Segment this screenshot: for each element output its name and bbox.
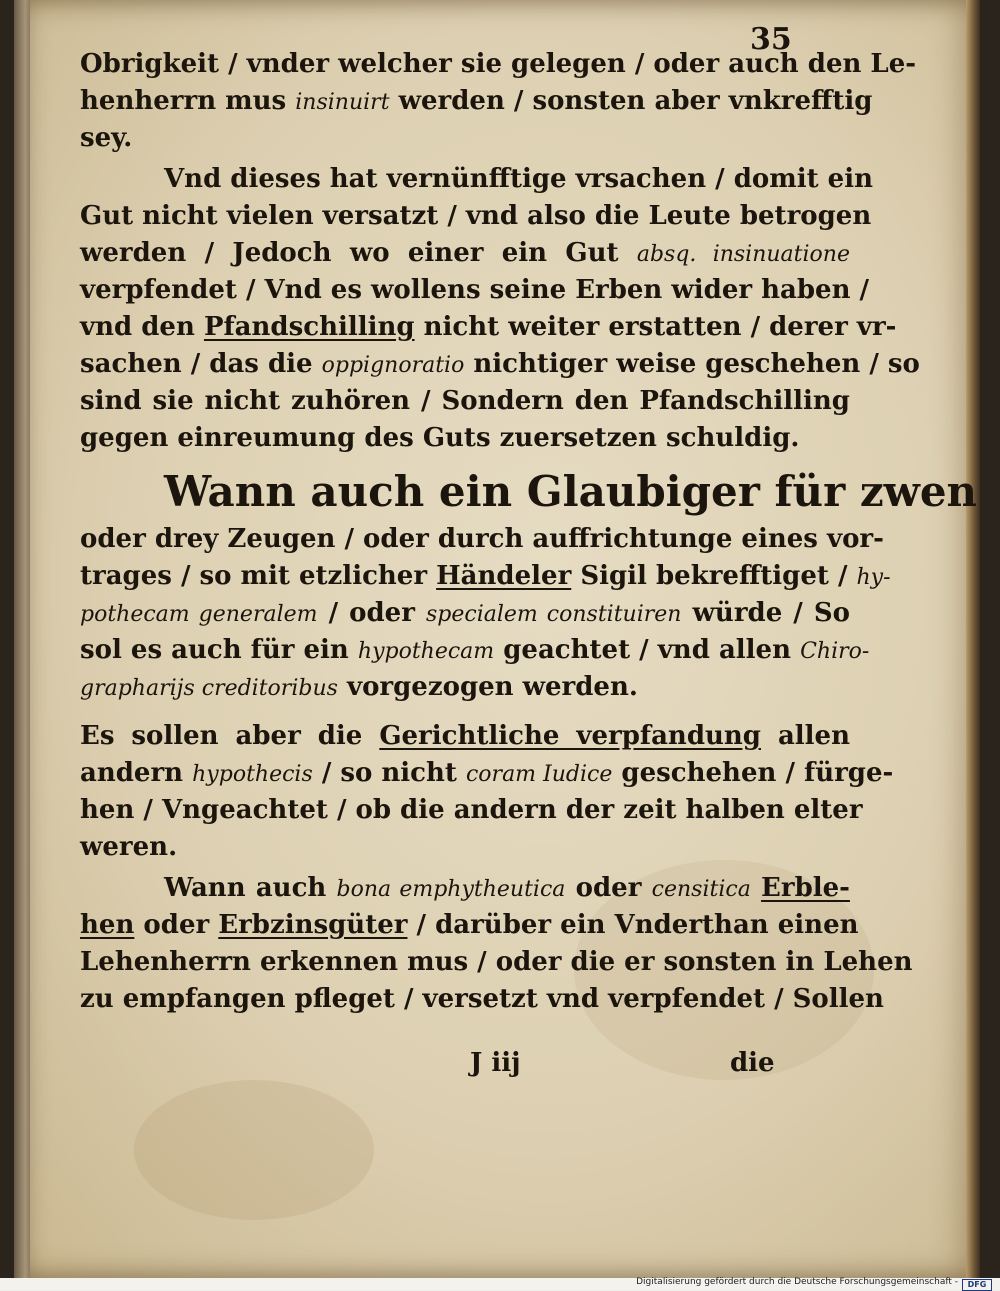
text-line: hen oder Erbzinsgüter / darüber ein Vnderthan einen — [80, 910, 859, 940]
text-line: werden / Jedoch wo einer ein Gut absq. insinuatione — [80, 238, 850, 268]
text-line: Wann auch bona emphytheutica oder censitica Erble- — [164, 873, 850, 903]
text-line: graphariјs creditoribus vorgezogen werden. — [80, 672, 638, 702]
text-line: sey. — [80, 123, 133, 153]
text-line: zu empfangen pfleget / versetzt vnd verpfendet / Sollen — [80, 984, 884, 1014]
text-line: sachen / das die oppignoratio nichtiger weise geschehen / so — [80, 349, 920, 379]
text-line: Vnd dieses hat vernünfftige vrsachen / domit ein — [164, 164, 874, 194]
text-line: oder drey Zeugen / oder durch auffrichtunge eines vor- — [80, 524, 884, 554]
initial-heading-line: Wann auch ein Glaubiger für zwen — [164, 467, 978, 516]
text-line: hen / Vngeachtet / ob die andern der zeit halben elter — [80, 795, 863, 825]
text-line: trages / so mit etzlicher Händeler Sigil bekrefftiget / hy- — [80, 561, 891, 591]
text-line: Es sollen aber die Gerichtliche verpfandung allen — [80, 721, 850, 751]
text-line: andern hypothecis / so nicht coram Iudice geschehen / fürge- — [80, 758, 894, 788]
text-line: Obrigkeit / vnder welcher sie gelegen / oder auch den Le- — [80, 49, 917, 79]
text-line: pothecam generalem / oder specialem constituiren würde / So — [80, 598, 850, 628]
dfg-logo: DFG — [962, 1279, 992, 1291]
text-line: sind sie nicht zuhören / Sondern den Pfandschilling — [80, 386, 850, 416]
text-line: verpfendet / Vnd es wollens seine Erben wider haben / — [80, 275, 870, 305]
text-line: gegen einreumung des Guts zuersetzen schuldig. — [80, 423, 800, 453]
text-line: sol es auch für ein hypothecam geachtet / vnd allen Chiro- — [80, 635, 870, 665]
text-line: vnd den Pfandschilling nicht weiter erstatten / derer vr- — [80, 312, 897, 342]
paper-stain — [134, 1080, 374, 1220]
page-edge — [966, 0, 980, 1278]
text-line: Lehenherrn erkennen mus / oder die er sonsten in Lehen — [80, 947, 913, 977]
body-text — [80, 28, 978, 1018]
text-line: weren. — [80, 832, 178, 862]
page-number: 35 — [750, 22, 792, 57]
catchword: die — [730, 1048, 775, 1078]
page-gutter — [14, 0, 30, 1278]
text-line: henherrn mus insinuirt werden / sonsten aber vnkrefftig — [80, 86, 873, 116]
footer-bar — [0, 1278, 1000, 1290]
signature-mark: J iij — [470, 1048, 521, 1078]
text-line: Gut nicht vielen versatzt / vnd also die Leute betrogen — [80, 201, 872, 231]
funding-credit: Digitalisierung gefördert durch die Deutsche Forschungsgemeinschaft - — [636, 1277, 958, 1287]
